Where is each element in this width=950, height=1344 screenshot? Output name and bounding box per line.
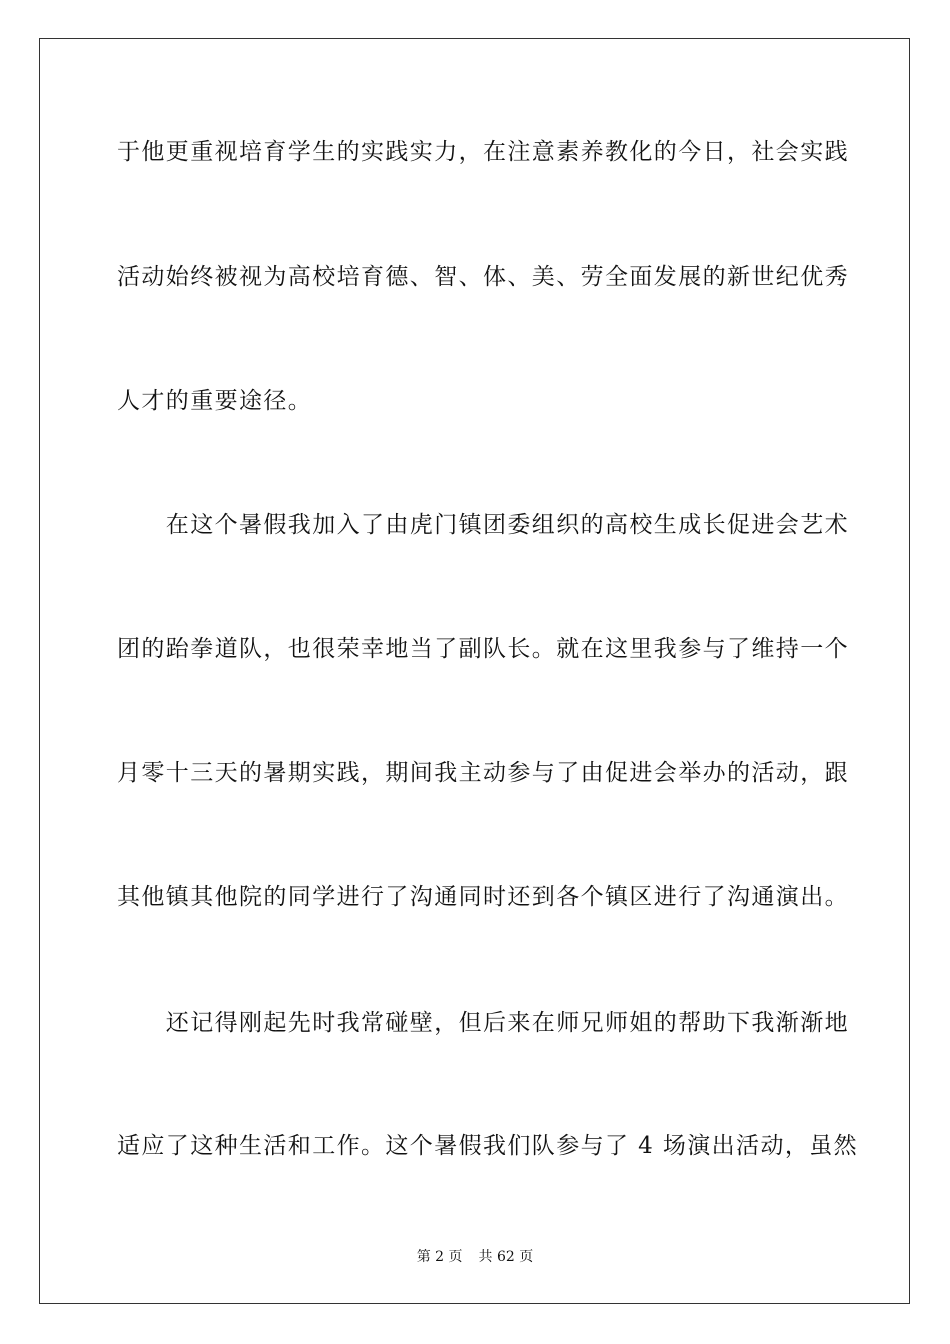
page-footer [0,1248,950,1266]
total-pages: 共 62 页 [478,1249,534,1265]
page-border [39,38,910,1304]
body-text-line: 适应了这种生活和工作。这个暑假我们队参与了 4 场演出活动，虽然 [117,1133,859,1159]
body-text-line: 人才的重要途径。 [117,388,313,414]
page-number: 第 2 页 [416,1249,463,1265]
body-text-line: 月零十三天的暑期实践，期间我主动参与了由促进会举办的活动，跟 [117,760,849,786]
body-text-line: 于他更重视培育学生的实践实力，在注意素养教化的今日，社会实践 [117,139,849,165]
body-text-line: 还记得刚起先时我常碰壁，但后来在师兄师姐的帮助下我渐渐地 [117,1010,849,1036]
body-text-line: 在这个暑假我加入了由虎门镇团委组织的高校生成长促进会艺术 [117,512,849,538]
body-text-line: 其他镇其他院的同学进行了沟通同时还到各个镇区进行了沟通演出。 [117,884,849,910]
body-text-line: 活动始终被视为高校培育德、智、体、美、劳全面发展的新世纪优秀 [117,264,849,290]
body-text-line: 团的跆拳道队，也很荣幸地当了副队长。就在这里我参与了维持一个 [117,636,849,662]
